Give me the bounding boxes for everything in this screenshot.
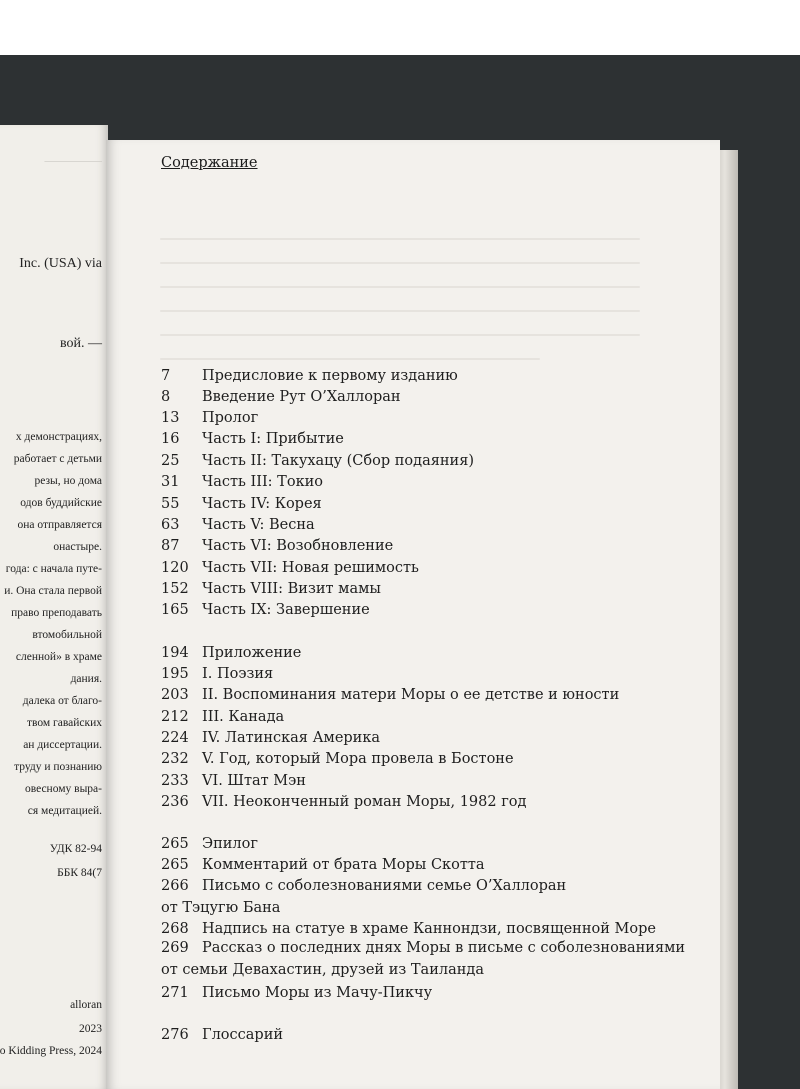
left-page-text: дания. [70, 673, 102, 685]
left-page-text: резы, но дома [34, 475, 102, 487]
toc-page-number: 165 [161, 602, 189, 618]
toc-entry-title: Часть VIII: Визит мамы [202, 581, 381, 597]
left-page [0, 125, 108, 1089]
toc-entry-title: I. Поэзия [202, 666, 274, 682]
show-through [160, 358, 540, 360]
toc-entry-title: Часть III: Токио [202, 474, 324, 490]
toc-page-number: 265 [161, 836, 189, 852]
toc-page-number: 63 [161, 517, 180, 533]
left-page-text: вой. — [59, 336, 102, 351]
toc-entry-title: II. Воспоминания матери Моры о ее детстве и юности [202, 687, 620, 703]
toc-entry-title: Часть I: Прибытие [202, 431, 344, 447]
toc-page-number: 13 [161, 410, 180, 426]
toc-page-number: 194 [161, 645, 189, 661]
toc-page-number: 232 [161, 751, 189, 767]
left-page-text: х демонстрациях, [15, 431, 102, 443]
left-page-text: право преподавать [11, 607, 102, 619]
toc-entry-title: Надпись на статуе в храме Каннондзи, посвященной Море [202, 921, 656, 937]
toc-page-number: 7 [161, 368, 171, 384]
toc-page-number: 16 [161, 431, 180, 447]
toc-entry-title: Пролог [202, 410, 259, 426]
toc-title: Содержание [161, 155, 258, 171]
left-page-text: далека от благо- [22, 695, 102, 707]
toc-entry-title: Часть V: Весна [202, 517, 315, 533]
toc-entry-title: Глоссарий [202, 1027, 284, 1043]
left-page-text: 2023 [79, 1023, 102, 1035]
toc-page-number: 269 [161, 940, 189, 956]
left-page-text: сленной» в храме [15, 651, 102, 663]
left-page-text: alloran [70, 999, 102, 1011]
toc-entry-title: Эпилог [202, 836, 258, 852]
left-page-text: труду и познанию [14, 761, 102, 773]
toc-entry-title: III. Канада [202, 709, 285, 725]
toc-entry-title: Письмо Моры из Мачу-Пикчу [202, 985, 433, 1001]
left-page-text: Inc. (USA) via [19, 256, 102, 271]
toc-page-number: 203 [161, 687, 189, 703]
toc-page-number: 266 [161, 878, 189, 894]
toc-entry-title: IV. Латинская Америка [202, 730, 381, 746]
toc-entry-title: VI. Штат Мэн [202, 773, 306, 789]
toc-page-number: 31 [161, 474, 180, 490]
toc-entry-title: Часть IX: Завершение [202, 602, 370, 618]
toc-entry-title: Рассказ о последних днях Моры в письме с соболезнованиями [202, 940, 686, 956]
show-through [160, 286, 640, 288]
toc-page-number: 236 [161, 794, 189, 810]
toc-entry-continuation-text: от семьи Девахастин, друзей из Таиланда [161, 962, 484, 978]
toc-page-number: 265 [161, 857, 189, 873]
toc-page-number: 276 [161, 1027, 189, 1043]
toc-entry-title: V. Год, который Мора провела в Бостоне [202, 751, 514, 767]
toc-page-number: 55 [161, 496, 180, 512]
toc-entry-title: Предисловие к первому изданию [202, 368, 458, 384]
left-page-text: ан диссертации. [23, 739, 102, 751]
toc-page-number: 8 [161, 389, 171, 405]
toc-page-number: 195 [161, 666, 189, 682]
left-page-text: овесному выра- [24, 783, 102, 795]
left-page-text: ся медитацией. [27, 805, 102, 817]
left-page-text: и. Она стала первой [4, 585, 102, 597]
left-page-text: года: с начала путе- [5, 563, 102, 575]
left-page-text: ————— [44, 155, 102, 167]
toc-entry-title: Комментарий от брата Моры Скотта [202, 857, 485, 873]
toc-page-number: 271 [161, 985, 189, 1001]
left-page-text: втомобильной [32, 629, 102, 641]
show-through [160, 310, 640, 312]
left-page-text: работает с детьми [13, 453, 102, 465]
toc-page-number: 233 [161, 773, 189, 789]
left-page-text: одов буддийские [20, 497, 102, 509]
toc-entry-title: Часть VI: Возобновление [202, 538, 394, 554]
toc-entry-title: Письмо с соболезнованиями семье О’Халлоран [202, 878, 567, 894]
left-page-text: УДК 82-94 [49, 843, 102, 855]
show-through [160, 262, 640, 264]
toc-page-number: 268 [161, 921, 189, 937]
toc-page-number: 120 [161, 560, 189, 576]
show-through [160, 334, 640, 336]
toc-entry-title: Часть IV: Корея [202, 496, 322, 512]
toc-page-number: 25 [161, 453, 180, 469]
show-through [160, 238, 640, 240]
toc-page-number: 212 [161, 709, 189, 725]
left-page-text: онастыре. [53, 541, 102, 553]
left-page-text: ББК 84(7 [57, 867, 102, 879]
toc-entry-title: Введение Рут О’Халлоран [202, 389, 401, 405]
left-page-text: твом гавайских [26, 717, 102, 729]
toc-entry-title: Часть VII: Новая решимость [202, 560, 419, 576]
toc-entry-continuation-text: от Тэцугю Бана [161, 900, 281, 916]
toc-page-number: 152 [161, 581, 189, 597]
left-page-text: она отправляется [17, 519, 102, 531]
toc-entry-title: VII. Неоконченный роман Моры, 1982 год [202, 794, 527, 810]
toc-page-number: 224 [161, 730, 189, 746]
toc-entry-title: Приложение [202, 645, 302, 661]
toc-page-number: 87 [161, 538, 180, 554]
left-page-text: o Kidding Press, 2024 [0, 1045, 102, 1057]
toc-entry-title: Часть II: Такухацу (Сбор подаяния) [202, 453, 474, 469]
